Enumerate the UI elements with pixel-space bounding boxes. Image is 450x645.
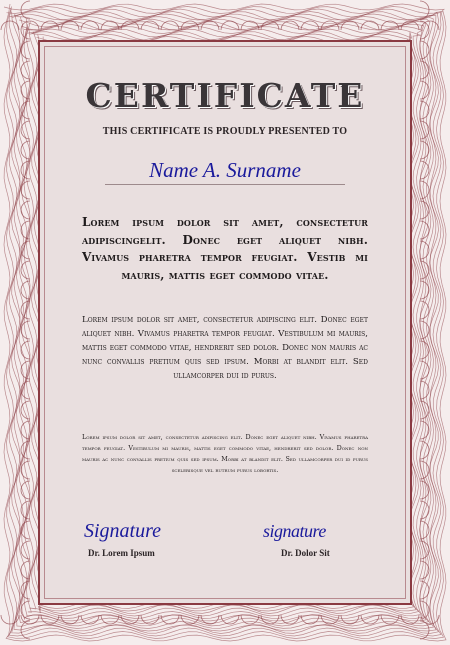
left-signature: Signature xyxy=(84,520,162,542)
medium-paragraph: Lorem ipsum dolor sit amet, consectetur adipiscing elit. Donec eget aliquet nibh. Vivamus pharetra tempor feugiat. Vestibulum mi mauris, mattis eget commodo vitae, hendrerit sed dolor. Donec non mauris ac nunc convallis pretium quis sed ipsum. Morbi at blandit elit. Sed ullamcorper dui id purus. xyxy=(82,315,368,381)
presented-to-line: THIS CERTIFICATE IS PROUDLY PRESENTED TO xyxy=(102,126,348,137)
bold-paragraph: Lorem ipsum dolor sit amet, consectetur adipiscingelit. Donec eget aliquet nibh. Vivamus pharetra tempor feugiat. Vestib mi mauris, mattis eget commodo vitae. xyxy=(82,215,368,282)
small-paragraph: Lorem ipsum dolor sit amet, consectetur adipiscing elit. Donec eget aliquet nibh. Vivamus pharetra tempor feugiat. Vestibulum mi mauris, mattis eget commodo vitae, hendrerit sed dolor. Donec non mauris ac nunc convallis pretium quis sed ipsum. Morbi at blandit elit. Sed ullamcorper dui id purus scelerisque vel rutrum purus lobortis. xyxy=(82,433,368,474)
name-underline xyxy=(105,184,345,185)
recipient-name: Name A. Surname xyxy=(149,158,301,182)
right-signer-name: Dr. Dolor Sit xyxy=(281,548,330,558)
left-signer-name: Dr. Lorem Ipsum xyxy=(88,548,155,558)
right-signature: signature xyxy=(263,521,326,541)
certificate-title: CERTIFICATE xyxy=(85,76,365,115)
